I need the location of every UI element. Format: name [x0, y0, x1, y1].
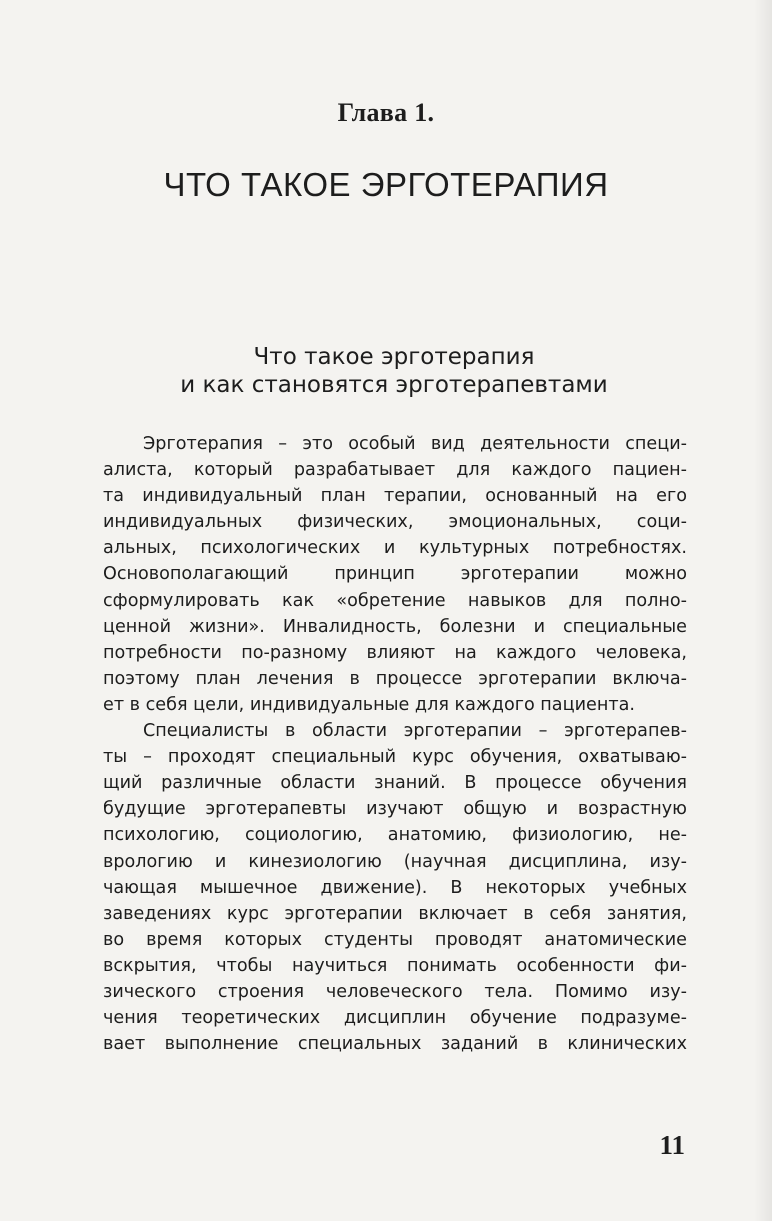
paragraph-2	[103, 718, 687, 1057]
text-line: щий различные области знаний. В процессе обучения	[103, 773, 687, 794]
text-line: чения теоретических дисциплин обучение подразуме-	[103, 1008, 687, 1029]
text-line: вскрытия, чтобы научиться понимать особенности фи-	[103, 955, 687, 976]
text-line: ет в себя цели, индивидуальные для каждого пациента.	[103, 694, 635, 715]
section-title-line-2: и как становятся эрготерапевтами	[180, 372, 608, 398]
text-line: альных, психологических и культурных потребностях.	[103, 538, 687, 559]
chapter-title: ЧТО ТАКОЕ ЭРГОТЕРАПИЯ	[163, 166, 609, 203]
section-title	[100, 343, 688, 399]
text-line: Эрготерапия – это особый вид деятельности специ-	[143, 434, 687, 454]
text-line: врологию и кинезиологию (научная дисциплина, изу-	[103, 851, 687, 872]
page-number: 11	[659, 1130, 685, 1160]
section-title-line-1: Что такое эрготерапия	[253, 344, 535, 370]
text-line: алиста, который разрабатывает для каждого пациен-	[103, 460, 687, 481]
text-line: сформулировать как «обретение навыков для полно-	[103, 590, 687, 611]
paragraph-1	[103, 431, 687, 718]
text-line: чающая мышечное движение). В некоторых учебных	[103, 877, 687, 898]
text-line: будущие эрготерапевты изучают общую и возрастную	[103, 799, 687, 820]
text-line: ты – проходят специальный курс обучения, охватываю-	[103, 747, 687, 768]
text-line: зического строения человеческого тела. Помимо изу-	[103, 981, 687, 1002]
text-line: индивидуальных физических, эмоциональных, соци-	[103, 512, 687, 533]
text-line: вает выполнение специальных заданий в клинических	[103, 1034, 687, 1055]
text-line: Основополагающий принцип эрготерапии можно	[103, 564, 687, 585]
text-line: поэтому план лечения в процессе эрготерапии включа-	[103, 668, 687, 689]
text-line: та индивидуальный план терапии, основанный на его	[103, 486, 687, 507]
text-line: заведениях курс эрготерапии включает в себя занятия,	[103, 903, 687, 924]
text-line: во время которых студенты проводят анатомические	[103, 929, 687, 950]
text-line: ценной жизни». Инвалидность, болезни и специальные	[103, 616, 687, 637]
body-text	[103, 431, 687, 1057]
text-line: потребности по-разному влияют на каждого человека,	[103, 642, 687, 663]
chapter-label: Глава 1.	[337, 98, 435, 127]
text-line: психологию, социологию, анатомию, физиологию, не-	[103, 825, 687, 846]
text-line: Специалисты в области эрготерапии – эрготерапев-	[143, 721, 687, 742]
